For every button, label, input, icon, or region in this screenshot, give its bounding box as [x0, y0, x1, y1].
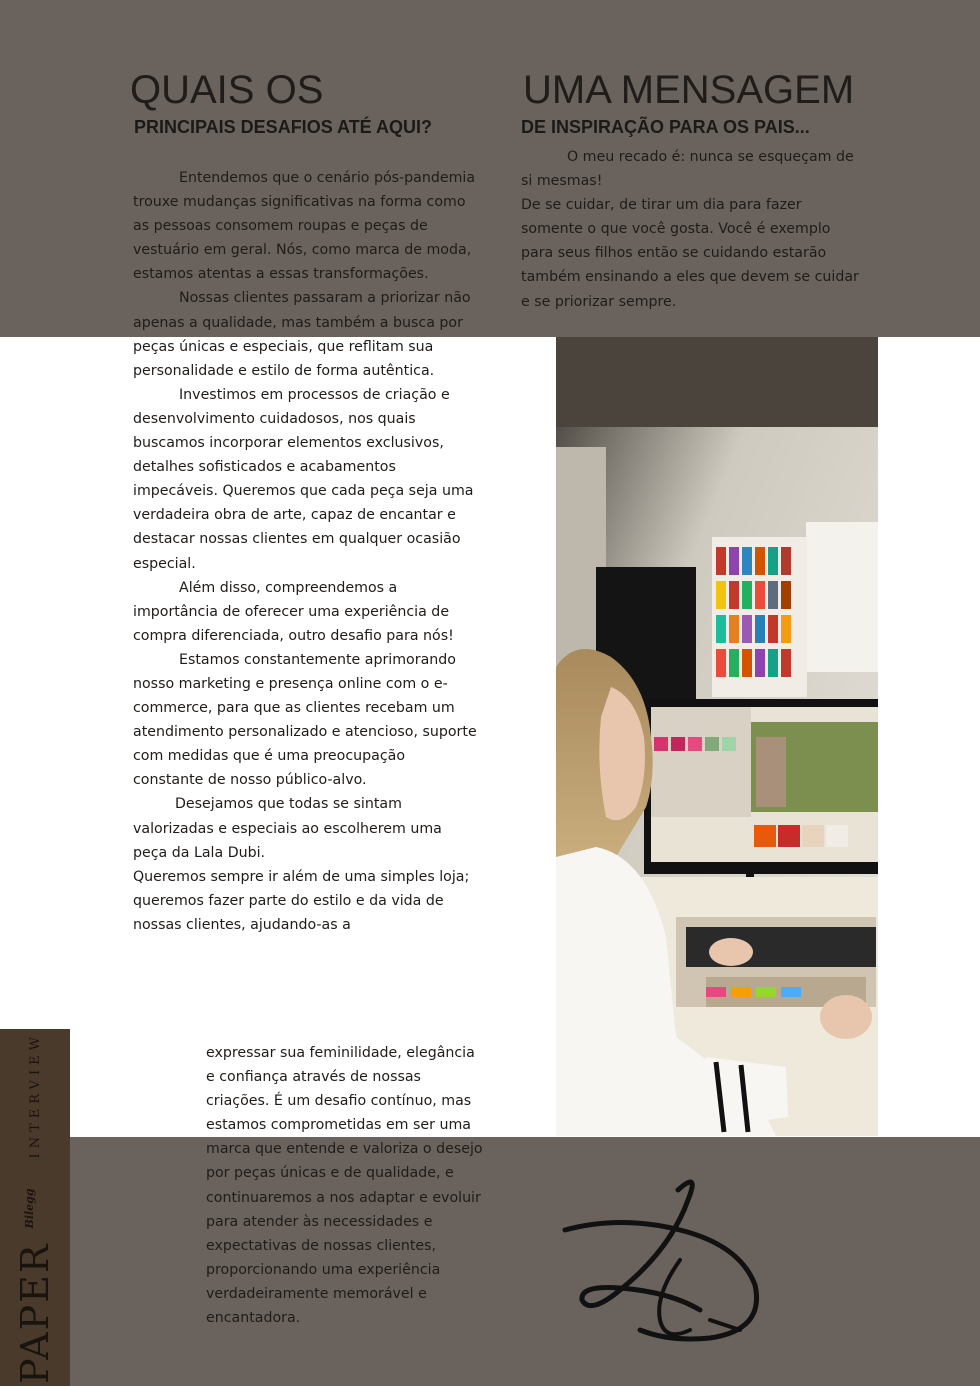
spine-logo	[13, 1032, 57, 1384]
ld-monogram	[560, 1170, 780, 1350]
spine-brand: PAPER	[13, 1242, 57, 1384]
left-body-continuation	[206, 1041, 488, 1330]
paragraph: Queremos sempre ir além de uma simples loja; queremos fazer parte do estilo e da vida de nossas clientes, ajudando-as a	[133, 868, 470, 933]
photo-designer-at-desk-icon	[556, 337, 878, 1136]
left-heading: QUAIS OS	[130, 68, 324, 112]
designer-photo	[556, 337, 878, 1136]
paragraph: Investimos em processos de criação e desenvolvimento cuidadosos, nos quais buscamos incorporar elementos exclusivos, detalhes sofisticados e acabamentos impecáveis. Queremos que cada peça seja uma verdadeira obra de arte, capaz de encantar e destacar nossas clientes em qualquer ocasião especial.	[133, 386, 474, 572]
paragraph: Desejamos que todas se sintam valorizadas e especiais ao escolherem uma peça da Lala Dubi.	[133, 796, 442, 861]
right-body	[521, 145, 866, 314]
paragraph: Nossas clientes passaram a priorizar não apenas a qualidade, mas também a busca por peças únicas e especiais, que reflitam sua personalidade e estilo de forma autêntica.	[133, 290, 471, 379]
right-heading: UMA MENSAGEM	[523, 68, 855, 112]
paragraph: Entendemos que o cenário pós-pandemia trouxe mudanças significativas na forma como as pessoas consomem roupas e peças de vestuário em geral. Nós, como marca de moda, estamos atentas a essas transformações.	[133, 170, 476, 283]
ld-signature-monogram-icon	[560, 1170, 780, 1350]
right-subheading: DE INSPIRAÇÃO PARA OS PAIS...	[521, 117, 810, 137]
paragraph: expressar sua feminilidade, elegância e confiança através de nossas criações. É um desafio contínuo, mas estamos comprometidas em ser uma marca que entende e valoriza o desejo por peças únicas e de qualidade, e continuaremos a nos adaptar e evoluir para atender às necessidades e expectativas de nossas clientes, proporcionando uma experiência verdadeiramente memorável e encantadora.	[206, 1045, 483, 1327]
paragraph: Além disso, compreendemos a importância de oferecer uma experiência de compra diferenciada, outro desafio para nós!	[133, 579, 454, 644]
paragraph: Estamos constantemente aprimorando nosso marketing e presença online com o e-commerce, para que as clientes recebam um atendimento personalizado e atencioso, suporte com medidas que é uma preocupação constante de nosso público-alvo.	[133, 651, 477, 789]
spine-sub: Bilegg	[22, 1188, 36, 1229]
spine-label: INTERVIEW	[27, 1032, 43, 1159]
paragraph: O meu recado é: nunca se esqueçam de si mesmas!	[521, 149, 854, 190]
left-body	[133, 166, 478, 937]
paragraph: De se cuidar, de tirar um dia para fazer somente o que você gosta. Você é exemplo para seus filhos então se cuidando estarão também ensinando a eles que devem se cuidar e se priorizar sempre.	[521, 197, 859, 310]
bottom-band	[0, 1137, 980, 1386]
left-subheading: PRINCIPAIS DESAFIOS ATÉ AQUI?	[134, 117, 433, 137]
